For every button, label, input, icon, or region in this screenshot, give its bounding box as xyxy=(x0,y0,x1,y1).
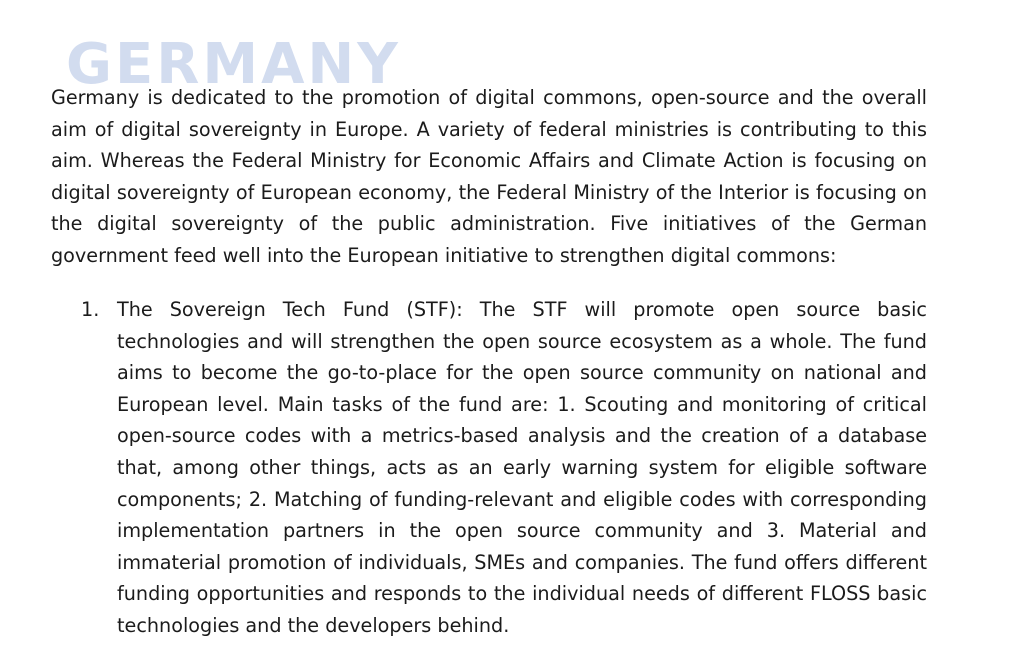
list-item-text: The Sovereign Tech Fund (STF): The STF will promote open source basic technologies and will strengthen the open source ecosystem as a whole. The fund aims to become the go-to-place for the open source community on national and European level. Main tasks of the fund are: 1. Scouting and monitoring of critical open-source codes with a metrics-based analysis and the creation of a database that, among other things, acts as an early warning system for eligible software components; 2. Matching of funding-relevant and eligible codes with corresponding implementation partners in the open source community and 3. Material and immaterial promotion of individuals, SMEs and companies. The fund offers different funding opportunities and responds to the individual needs of different FLOSS basic technologies and the developers behind. xyxy=(117,298,927,637)
list-item xyxy=(81,294,927,642)
initiatives-list xyxy=(81,294,927,642)
list-item-number: 1. xyxy=(81,298,100,321)
intro-paragraph: Germany is dedicated to the promotion of digital commons, open-source and the overall aim of digital sovereignty in Europe. A variety of federal ministries is contributing to this aim. Whereas the Federal Ministry for Economic Affairs and Climate Action is focusing on digital sovereignty of European economy, the Federal Ministry of the Interior is focusing on the digital sovereignty of the public administration. Five initiatives of the German government feed well into the European initiative to strengthen digital commons: xyxy=(51,86,927,267)
section-heading: GERMANY xyxy=(66,32,401,97)
